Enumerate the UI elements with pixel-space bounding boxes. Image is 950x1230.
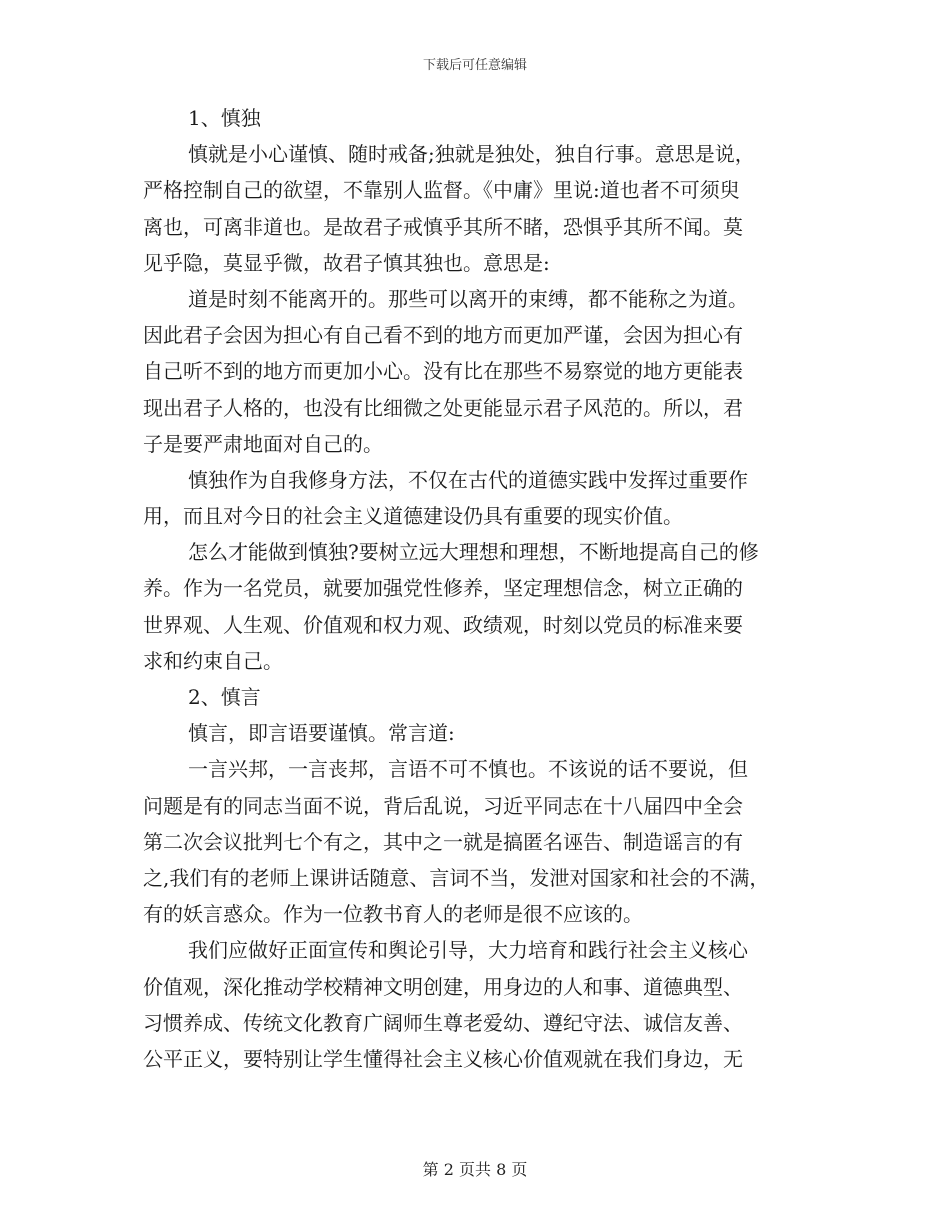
text-line: 道是时刻不能离开的。那些可以离开的束缚，都不能称之为道。 [188, 286, 748, 311]
text-line: 我们应做好正面宣传和舆论引导，大力培育和践行社会主义核心 [188, 938, 748, 963]
text-line: 有的妖言惑众。作为一位教书育人的老师是很不应该的。 [143, 902, 643, 927]
text-line: 1、慎独 [188, 106, 261, 130]
text-line: 慎言，即言语要谨慎。常言道: [188, 721, 455, 746]
text-line: 因此君子会因为担心有自己看不到的地方而更加严谨，会因为担心有 [143, 323, 743, 348]
text-line: 离也，可离非道也。是故君子戒慎乎其所不睹，恐惧乎其所不闻。莫 [143, 214, 743, 239]
text-line: 2、慎言 [188, 685, 261, 709]
text-line: 现出君子人格的，也没有比细微之处更能显示君子风范的。所以，君 [143, 395, 743, 420]
text-line: 慎就是小心谨慎、随时戒备;独就是独处，独自行事。意思是说， [188, 142, 755, 167]
text-line: 第二次会议批判七个有之，其中之一就是搞匿名诬告、制造谣言的有 [143, 829, 743, 854]
text-line: 一言兴邦，一言丧邦，言语不可不慎也。不该说的话不要说，但 [188, 757, 748, 782]
text-line: 见乎隐，莫显乎微，故君子慎其独也。意思是: [143, 250, 550, 275]
text-line: 养。作为一名党员，就要加强党性修养，坚定理想信念，树立正确的 [143, 576, 743, 601]
text-line: 用，而且对今日的社会主义道德建设仍具有重要的现实价值。 [143, 504, 683, 529]
text-line: 严格控制自己的欲望，不靠别人监督。《中庸》里说:道也者不可须臾 [143, 178, 740, 203]
page-header: 下载后可任意编辑 [422, 58, 527, 73]
text-line: 自己听不到的地方而更加小心。没有比在那些不易察觉的地方更能表 [143, 359, 743, 384]
text-line: 问题是有的同志当面不说，背后乱说，习近平同志在十八届四中全会 [143, 793, 743, 818]
text-line: 习惯养成、传统文化教育广阔师生尊老爱幼、遵纪守法、诚信友善、 [143, 1010, 743, 1035]
page-footer: 第 2 页共 8 页 [422, 1160, 528, 1179]
text-line: 怎么才能做到慎独?要树立远大理想和理想，不断地提高自己的修 [188, 540, 759, 565]
text-line: 公平正义，要特别让学生懂得社会主义核心价值观就在我们身边，无 [143, 1046, 743, 1071]
text-line: 慎独作为自我修身方法，不仅在古代的道德实践中发挥过重要作 [188, 467, 748, 492]
text-line: 之,我们有的老师上课讲话随意、言词不当，发泄对国家和社会的不满， [143, 865, 770, 890]
text-line: 求和约束自己。 [143, 648, 283, 673]
document-body [143, 100, 811, 1077]
text-line: 世界观、人生观、价值观和权力观、政绩观，时刻以党员的标准来要 [143, 612, 743, 637]
text-line: 子是要严肃地面对自己的。 [143, 431, 383, 456]
text-line: 价值观，深化推动学校精神文明创建，用身边的人和事、道德典型、 [143, 974, 743, 999]
